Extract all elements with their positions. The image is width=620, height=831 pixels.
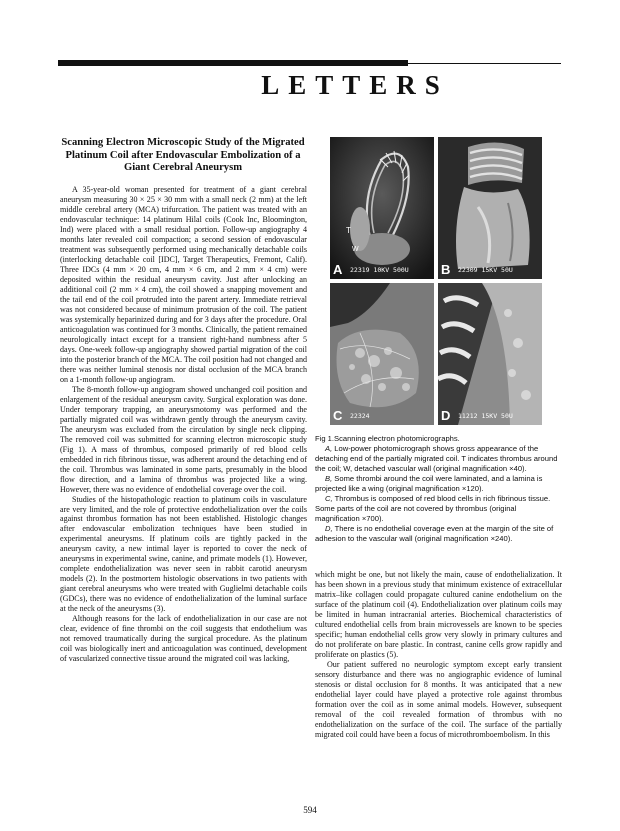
left-column <box>60 185 307 664</box>
section-heading: LETTERS <box>261 70 449 100</box>
scale-info: 11212 15KV 50U <box>458 412 513 420</box>
caption-fig-label: Fig 1. <box>315 434 334 443</box>
micrograph-panel-c <box>330 283 434 425</box>
caption-text: Some thrombi around the coil were laminated, and a lamina is projected like a wing (original magnification ×120). <box>315 474 543 493</box>
panel-label: C <box>333 408 343 423</box>
caption-letter: A, <box>325 444 333 453</box>
body-paragraph: The 8-month follow-up angiogram showed unchanged coil position and enlargement of the residual aneurysm cavity. Surgical exploration was done. Under temporary trapping, an aneurysmotomy was performed and the partially migrated coil was withdrawn gently through the aneurysm cavity. The aneurysm was excluded from the circulation by single neck clipping. The removed coil was submitted for scanning electron microscopic study (Fig 1). A mass of thrombus, composed primarily of red blood cells embedded in rich fibrinous tissue, was adherent around the detaching end of the coil. Thrombus was laminated in some parts, presumably in the blood flow direction, and a lamina of thrombus was projected like a wing. However, there was no evidence of endothelial coverage over the coil. <box>60 384 307 494</box>
body-paragraph: Although reasons for the lack of endothelialization in our case are not clear, evidence of fine thrombi on the coil suggests that endothelium was not removed traumatically during the surgical procedure. As the platinum coil was biologically inert and anticoagulation was continued, development of vascularized connective tissue around the migrated coil was lacking, <box>60 614 307 664</box>
caption-text: Low-power photomicrograph shows gross appearance of the detaching end of the partially migrated coil. T indicates thrombus around the coil; W, detached vascular wall (original magnification ×40). <box>315 444 558 473</box>
caption-item-a <box>315 444 562 474</box>
caption-heading <box>315 434 562 444</box>
right-column <box>315 570 562 740</box>
caption-letter: B, <box>325 474 333 483</box>
micrograph-c-image <box>330 283 434 425</box>
caption-item-c <box>315 494 562 524</box>
caption-item-b <box>315 474 562 494</box>
panel-label: D <box>441 408 451 423</box>
caption-letter: C, <box>325 494 333 503</box>
scale-info: 22324 <box>350 412 370 420</box>
micrograph-panel-d <box>438 283 542 425</box>
micrograph-panel-a <box>330 137 434 279</box>
micrograph-a-image <box>330 137 434 279</box>
micrograph-panel-b <box>438 137 542 279</box>
caption-letter: D, <box>325 524 333 533</box>
panel-label: B <box>441 262 451 277</box>
caption-item-d <box>315 524 562 544</box>
article-title: Scanning Electron Microscopic Study of the Migrated Platinum Coil after Endovascular Embolization of a Giant Cerebral Aneurysm <box>61 137 305 173</box>
figure-caption <box>315 434 562 544</box>
body-paragraph: Our patient suffered no neurologic symptom except early transient sensory disturbance and there was no angiographic evidence of luminal stenosis or distal occlusion for 8 months. It was anticipated that a new endothelial layer could have played a protective role against thrombus formation over the coil as in some animal models. However, subsequent removal of the coil revealed formation of thrombus with no endothelialization on the surface of the coil. The surface of the partially migrated coil could have been a focus of microthromboembolism. In this <box>315 659 562 739</box>
body-paragraph: which might be one, but not likely the main, cause of endothelialization. It has been shown in a previous study that minimum existence of extracellular matrix–like collagen could propagate cultured canine endothelium on the surface of the platinum coil (4). Endothelialization over platinum coils may be limited in human intracranial arteries. Biochemical characteristics of cultured endothelial cells from brain microvessels are known to be species specific; human endothelial cells grow very slowly in primary cultures and do not proliferate on bare plastic. In contrast, canine cells grow rapidly and proliferate on plastics (5). <box>315 570 562 659</box>
panel-label: A <box>333 262 343 277</box>
scale-info: 22319 10KV 500U <box>350 266 409 274</box>
micrograph-d-image <box>438 283 542 425</box>
figure-1 <box>330 137 542 425</box>
caption-text: There is no endothelial coverage even at the margin of the site of adhesion to the vascular wall (original magnification ×240). <box>315 524 554 543</box>
body-paragraph: A 35-year-old woman presented for treatment of a giant cerebral aneurysm measuring 30 × 25 × 30 mm with a small neck (2 mm) at the left middle cerebral artery (MCA) trifurcation. The patient was treated with an endovascular technique: 14 platinum Hilal coils (Cook Inc, Bloomington, Ind) were placed with a small residual portion. Follow-up angiography 4 months later revealed coil compaction; a second session of endovascular treatment was subsequently performed using mechanically detachable coils (interlocking detachable coil [IDC], Target Therapeutics, Fremont, Calif). Three IDCs (4 mm × 20 cm, 4 mm × 6 cm, and 2 mm × 4 cm) were deposited within the residual aneurysm cavity. Just after unlocking an additional coil (2 mm × 4 cm), the coil showed a snapping movement and the tail end of the coil protruded into the parent artery. Immediate retrieval was not considered because of minimum protrusion of the coil. The patient was systemically heparinized during and for 3 days after the procedure. Oral anticoagulation was continued for 3 months. Clinically, the patient remained neurologically intact except for a transient right-hand numbness after 5 days. One-week follow-up angiography showed partial migration of the coil into the posterior branch of the MCA. The coil position had not changed and there was neither luminal stenosis nor distal occlusion of the MCA branch on a 1-month follow-up angiogram. <box>60 185 307 384</box>
svg-text:W: W <box>352 246 359 253</box>
body-paragraph: Studies of the histopathologic reaction to platinum coils in vasculature are very limited, and the role of protective endothelialization over the coils against thrombus formation has not been established. Histologic changes after endovascular embolization techniques have been studied in experimental aneurysms. If platinum coils are tightly packed in the aneurysm cavity, a new intimal layer is reported to cover the neck of aneurysms in experimental swine, canine, and primate models (1). However, complete endothelialization was never seen in rabbit carotid aneurysm models (2). In the postmortem histologic observations in two patients with giant cerebral aneurysms who were treated with Guglielmi detachable coils (GDCs), there was no evidence of endothelialization of the luminal surface at the neck of the aneurysms (3). <box>60 494 307 614</box>
caption-title: Scanning electron photomicrographs. <box>334 434 460 443</box>
scale-info: 22309 15KV 50U <box>458 266 513 274</box>
svg-text:T: T <box>346 226 351 235</box>
header-rule-thin <box>58 63 561 64</box>
micrograph-b-image <box>438 137 542 279</box>
caption-text: Thrombus is composed of red blood cells in rich fibrinous tissue. Some parts of the coil are not covered by thrombus (original magnification ×700). <box>315 494 551 523</box>
page-number: 594 <box>303 805 317 815</box>
